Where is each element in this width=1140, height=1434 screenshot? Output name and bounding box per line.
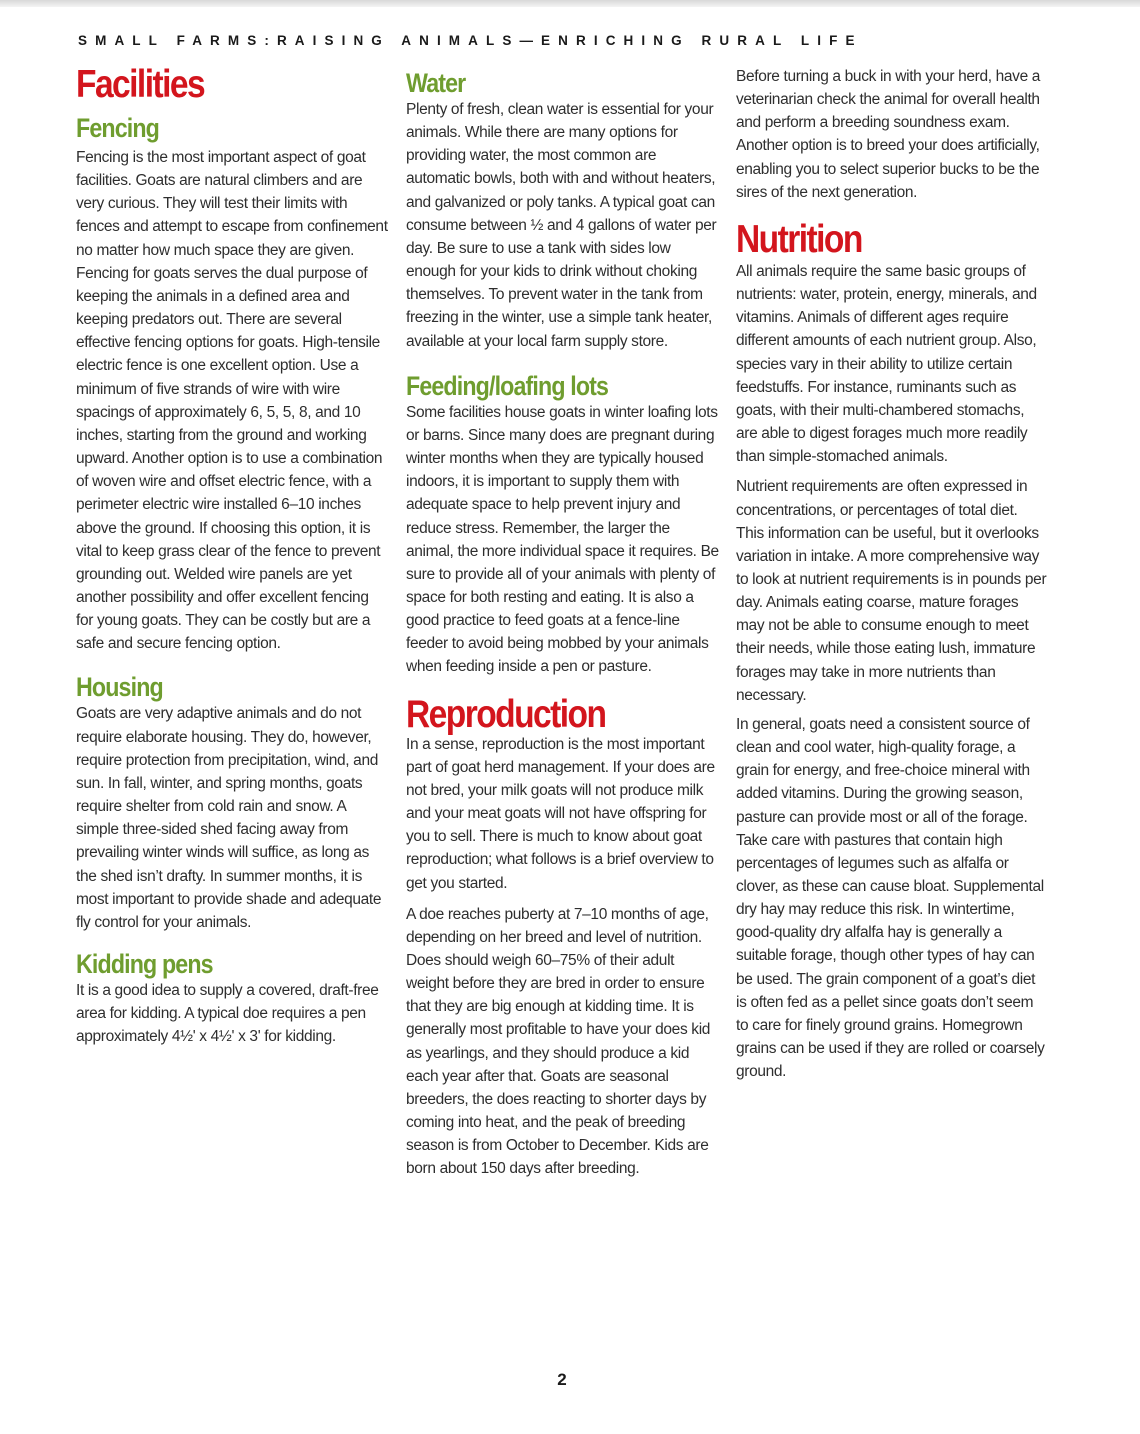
paragraph-fencing: Fencing is the most important aspect of goat facilities. Goats are natural climbers and are very curious. They will test their limits with fences and attempt to escape from confinement no matter how much space they are given. Fencing for goats serves the dual purpose of keeping the animals in a defined area and keeping predators out. There are several effective fencing options for goats. High-tensile electric fence is one excellent option. Use a minimum of five strands of wire with wire spacings of approximately 6, 5, 5, 8, and 10 inches, starting from the ground and working upward. Another option is to use a combination of woven wire and offset electric fence, with a perimeter electric wire installed 6–10 inches above the ground. If choosing this option, it is vital to keep grass clear of the fence to prevent grounding out. Welded wire panels are yet another possibility and offer excellent fencing for young goats. They can be costly but are a safe and secure fencing option. [76,149,388,653]
column-right [736,62,1048,1083]
paragraph-kidding-pens: It is a good idea to supply a covered, draft-free area for kidding. A typical doe requires a pen approximately 4½' x 4½' x 3' for kidding. [76,982,379,1046]
paragraph-reproduction-puberty: A doe reaches puberty at 7–10 months of age, depending on her breed and level of nutrition. Does should weigh 60–75% of their adult weight before they are bred in order to ensure that they are big enough at kidding time. It is generally most profitable to have your does kid as yearlings, and they should produce a kid each year after that. Goats are seasonal breeders, the does reacting to shorter days by coming into heat, and the peak of breeding season is from October to December. Kids are born about 150 days after breeding. [406,905,711,1178]
subheading-fencing: Fencing [76,113,160,143]
column-left [76,62,388,1048]
subheading-housing: Housing [76,672,163,703]
paragraph-buck-exam: Before turning a buck in with your herd, have a veterinarian check the animal for overall health and perform a breeding soundness exam. Another option is to breed your does artificially, enabling you to select superior bucks to be the sires of the next generation. [736,68,1041,201]
top-edge-shadow [0,0,1140,7]
page-number: 2 [557,1370,567,1389]
paragraph-housing: Goats are very adaptive animals and do not require elaborate housing. They do, however, require protection from precipitation, wind, and sun. In fall, winter, and spring months, goats require shelter from cold rain and snow. A simple three-sided shed facing away from prevailing winter winds will suffice, as long as the shed isn’t drafty. In summer months, it is most important to provide shade and adequate fly control for your animals. [76,705,382,931]
subheading-kidding-pens: Kidding pens [76,949,213,979]
section-title-nutrition: Nutrition [736,217,862,261]
paragraph-nutrition-general: In general, goats need a consistent source of clean and cool water, high-quality forage, a grain for energy, and free-choice mineral with added vitamins. During the growing season, pasture can provide most or all of the forage. Take care with pastures that contain high percentages of legumes such as alfalfa or clover, as these can cause bloat. Supplemental dry hay may reduce this risk. In wintertime, good-quality dry alfalfa hay is generally a suitable forage, though other types of hay can be used. The grain component of a goat’s diet is often fed as a pellet since goats don’t seem to care for finely ground grains. Homegrown grains can be used if they are rolled or coarsely ground. [736,715,1045,1081]
paragraph-reproduction-intro: In a sense, reproduction is the most important part of goat herd management. If your does are not bred, your milk goats will not produce milk and your meat goats will not have offspring for you to sell. There is much to know about goat reproduction; what follows is a brief overview to get you started. [406,735,715,892]
subheading-water: Water [406,68,466,98]
paragraph-nutrition-requirements: Nutrient requirements are often expressed in concentrations, or percentages of total diet. This information can be useful, but it overlooks variation in intake. A more comprehensive way to look at nutrient requirements is in pounds per day. Animals eating coarse, mature forages may not be able to consume enough to meet their needs, while those eating lush, immature forages may take in more nutrients than necessary. [736,478,1047,704]
column-middle [406,62,720,1181]
section-title-facilities: Facilities [76,63,205,106]
running-header: SMALL FARMS:RAISING ANIMALS—ENRICHING RURAL LIFE [78,33,863,48]
paragraph-water: Plenty of fresh, clean water is essential for your animals. While there are many options for providing water, the most common are automatic bowls, both with and without heaters, and galvanized or poly tanks. A typical goat can consume between ½ and 4 gallons of water per day. Be sure to use a tank with sides low enough for your kids to drink without choking themselves. To prevent water in the tank from freezing in the winter, use a simple tank heater, available at your local farm supply store. [406,101,717,350]
subheading-feeding-loafing-lots: Feeding/loafing lots [406,370,609,401]
section-title-reproduction: Reproduction [406,692,606,736]
paragraph-feeding-loafing-lots: Some facilities house goats in winter loafing lots or barns. Since many does are pregnant during winter months when they are typically housed indoors, it is important to supply them with adequate space to help prevent injury and reduce stress. Remember, the larger the animal, the more individual space it requires. Be sure to provide all of your animals with plenty of space for both resting and eating. It is also a good practice to feed goats at a fence-line feeder to avoid being mobbed by your animals when feeding inside a pen or pasture. [406,403,719,676]
paragraph-nutrition-groups: All animals require the same basic groups of nutrients: water, protein, energy, minerals, and vitamins. Animals of different ages require different amounts of each nutrient group. Also, species vary in their ability to utilize certain feedstuffs. For instance, ruminants such as goats, with their multi-chambered stomachs, are able to digest forages much more readily than simple-stomached animals. [736,262,1037,466]
